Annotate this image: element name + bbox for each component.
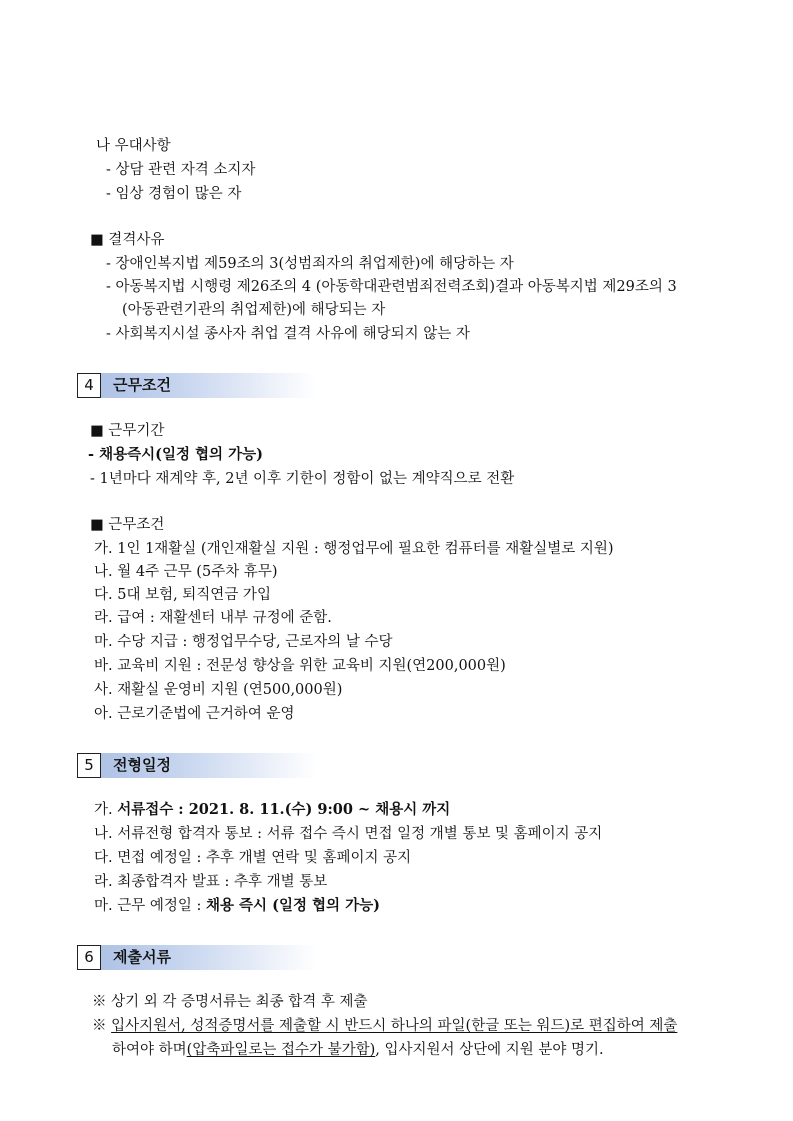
work-condition-item: 아. 근로기준법에 근거하여 운영: [94, 706, 295, 722]
note-text: 하여야 하며: [112, 1042, 187, 1058]
disqualification-item: - 아동복지법 시행령 제26조의 4 (아동학대관련범죄전력조회)결과 아동복지법 제29조의 3: [106, 279, 677, 295]
work-condition-item: 라. 급여 : 재활센터 내부 규정에 준함.: [94, 610, 332, 626]
schedule-item: [94, 896, 380, 916]
work-period-start: - 채용즉시(일정 협의 가능): [88, 446, 263, 463]
disqualification-item-continued: (아동관련기관의 취업제한)에 해당되는 자: [122, 302, 386, 318]
work-conditions-header: ■ 근무조건: [90, 517, 165, 533]
work-condition-item: 바. 교육비 지원 : 전문성 향상을 위한 교육비 지원(연200,000원): [94, 658, 506, 674]
submission-format-note: 입사지원서, 성적증명서를 제출할 시 반드시 하나의 파일(한글 또는 워드)로 편집하여 제출: [111, 1018, 678, 1034]
preference-item: - 임상 경험이 많은 자: [106, 186, 242, 202]
application-period: 서류접수 : 2021. 8. 11.(수) 9:00 ~ 채용시 까지: [117, 801, 451, 818]
preference-item: - 상담 관련 자격 소지자: [106, 162, 256, 178]
schedule-item-label: 가.: [94, 802, 118, 818]
section-6-heading: [77, 945, 317, 970]
section-4-heading: [77, 373, 317, 398]
schedule-item: 나. 서류전형 합격자 통보 : 서류 접수 즉시 면접 일정 개별 통보 및 홈페이지 공지: [94, 826, 603, 842]
no-zip-note: (압축파일로는 접수가 불가함): [186, 1042, 376, 1058]
submission-note: [92, 1016, 677, 1036]
disqualification-header: ■ 결격사유: [90, 232, 165, 248]
section-title: 전형일정: [113, 756, 171, 774]
submission-note: ※ 상기 외 각 증명서류는 최종 합격 후 제출: [92, 994, 368, 1010]
schedule-item: [94, 800, 450, 820]
note-mark: ※: [92, 1018, 112, 1034]
section-number: 6: [77, 945, 101, 970]
disqualification-item: - 사회복지시설 종사자 취업 결격 사유에 해당되지 않는 자: [106, 326, 470, 342]
work-condition-item: 다. 5대 보험, 퇴직연금 가입: [94, 587, 271, 603]
section-5-heading: [77, 753, 317, 778]
note-text: , 입사지원서 상단에 지원 분야 명기.: [375, 1042, 604, 1058]
work-condition-item: 가. 1인 1재활실 (개인재활실 지원 : 행정업무에 필요한 컴퓨터를 재활실별로 지원): [94, 541, 614, 557]
schedule-item-label: 마. 근무 예정일 :: [94, 898, 206, 914]
start-date: 채용 즉시 (일정 협의 가능): [205, 897, 380, 914]
disqualification-item: - 장애인복지법 제59조의 3(성범죄자의 취업제한)에 해당하는 자: [106, 256, 514, 272]
section-title: 제출서류: [113, 948, 171, 966]
section-number: 5: [77, 753, 101, 778]
work-condition-item: 마. 수당 지급 : 행정업무수당, 근로자의 날 수당: [94, 634, 393, 650]
work-period-header: ■ 근무기간: [90, 423, 165, 439]
work-period-note: - 1년마다 재계약 후, 2년 이후 기한이 정함이 없는 계약직으로 전환: [90, 471, 515, 487]
preference-header: 나 우대사항: [96, 138, 171, 154]
section-number: 4: [77, 373, 101, 398]
work-condition-item: 나. 월 4주 근무 (5주차 휴무): [94, 564, 278, 580]
section-title: 근무조건: [113, 376, 171, 394]
schedule-item: 라. 최종합격자 발표 : 추후 개별 통보: [94, 874, 328, 890]
work-condition-item: 사. 재활실 운영비 지원 (연500,000원): [94, 682, 343, 698]
schedule-item: 다. 면접 예정일 : 추후 개별 연락 및 홈페이지 공지: [94, 850, 412, 866]
submission-note-continued: [112, 1040, 604, 1060]
